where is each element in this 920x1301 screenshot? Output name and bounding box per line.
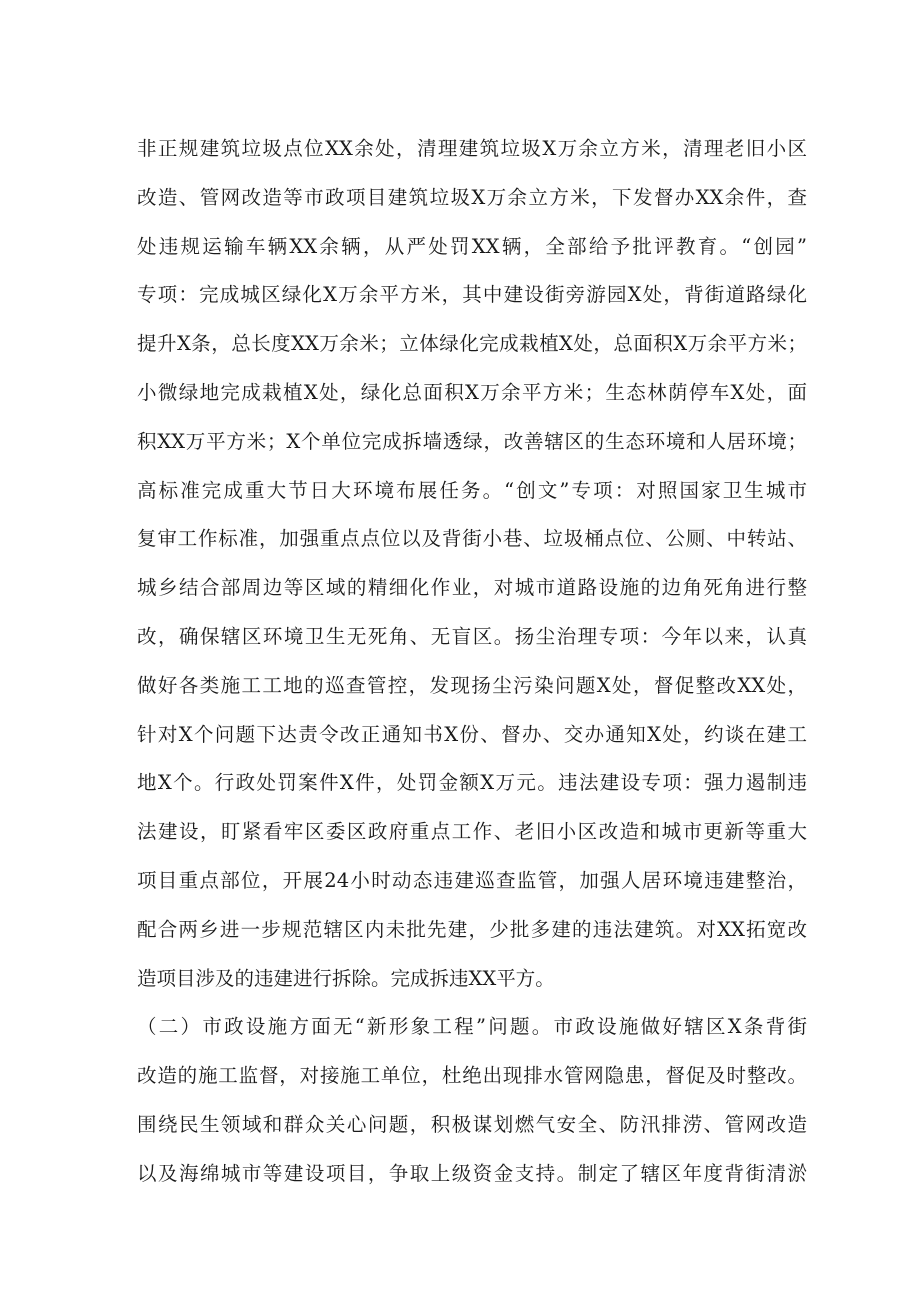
text-line: 高标准完成重大节日大环境布展任务。“创文”专项：对照国家卫生城市 bbox=[137, 478, 807, 502]
text-line: 专项：完成城区绿化X万余平方米，其中建设街旁游园X处，背街道路绿化 bbox=[137, 283, 807, 307]
text-line: 以及海绵城市等建设项目，争取上级资金支持。制定了辖区年度背街清淤 bbox=[137, 1161, 807, 1185]
text-line: 复审工作标准，加强重点点位以及背街小巷、垃圾桶点位、公厕、中转站、 bbox=[137, 527, 807, 551]
text-line: 提升X条，总长度XX万余米；立体绿化完成栽植X处，总面积X万余平方米； bbox=[137, 332, 807, 356]
text-line: 项目重点部位，开展24小时动态违建巡查监管，加强人居环境违建整治， bbox=[137, 868, 807, 892]
text-line: 做好各类施工工地的巡查管控，发现扬尘污染问题X处，督促整改XX处， bbox=[137, 673, 807, 697]
paragraph-end-line: 造项目涉及的违建进行拆除。完成拆违XX平方。 bbox=[137, 966, 555, 990]
section-heading-line: （二）市政设施方面无“新形象工程”问题。市政设施做好辖区X条背街 bbox=[137, 1015, 807, 1039]
text-line: 处违规运输车辆XX余辆，从严处罚XX辆，全部给予批评教育。“创园” bbox=[137, 234, 807, 258]
text-line: 城乡结合部周边等区域的精细化作业，对城市道路设施的边角死角进行整 bbox=[137, 576, 807, 600]
text-line: 改造、管网改造等市政项目建筑垃圾X万余立方米，下发督办XX余件，查 bbox=[137, 185, 807, 209]
text-line: 配合两乡进一步规范辖区内未批先建，少批多建的违法建筑。对XX拓宽改 bbox=[137, 917, 807, 941]
text-line: 小微绿地完成栽植X处，绿化总面积X万余平方米；生态林荫停车X处，面 bbox=[137, 380, 807, 404]
body-text bbox=[137, 127, 807, 1201]
text-line: 地X个。行政处罚案件X件，处罚金额X万元。违法建设专项：强力遏制违 bbox=[137, 771, 807, 795]
text-line: 非正规建筑垃圾点位XX余处，清理建筑垃圾X万余立方米，清理老旧小区 bbox=[137, 137, 807, 160]
text-line: 积XX万平方米；X个单位完成拆墙透绿，改善辖区的生态环境和人居环境； bbox=[137, 429, 807, 453]
text-line: 围绕民生领域和群众关心问题，积极谋划燃气安全、防汛排涝、管网改造 bbox=[137, 1112, 807, 1136]
text-line: 改，确保辖区环境卫生无死角、无盲区。扬尘治理专项：今年以来，认真 bbox=[137, 624, 807, 648]
text-line: 改造的施工监督，对接施工单位，杜绝出现排水管网隐患，督促及时整改。 bbox=[137, 1064, 807, 1088]
text-line: 针对X个问题下达责令改正通知书X份、督办、交办通知X处，约谈在建工 bbox=[137, 722, 807, 746]
text-line: 法建设，盯紧看牢区委区政府重点工作、老旧小区改造和城市更新等重大 bbox=[137, 820, 807, 844]
